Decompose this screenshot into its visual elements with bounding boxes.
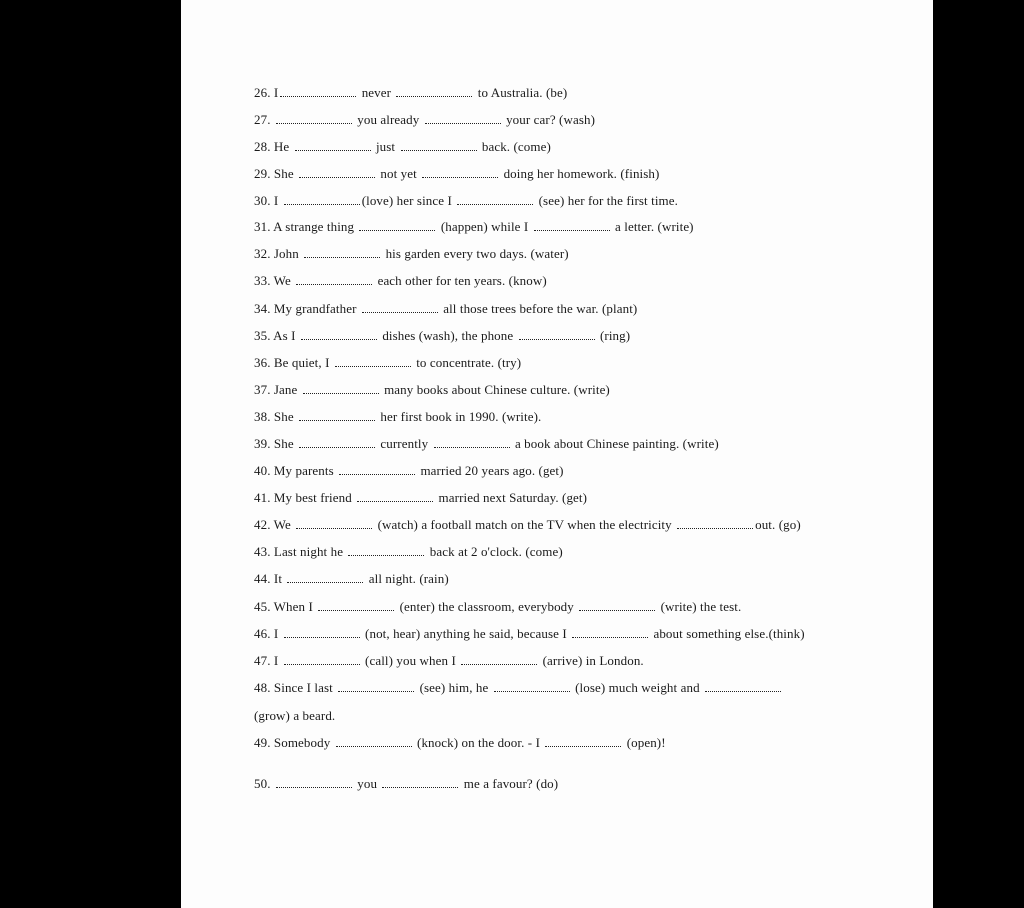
exercise-46: 46. I (not, hear) anything he said, because I about something else.(think) [254,626,805,641]
exercise-31: 31. A strange thing (happen) while I a letter. (write) [254,219,694,234]
exercise-35: 35. As I dishes (wash), the phone (ring) [254,328,631,343]
exercise-34: 34. My grandfather all those trees before the war. (plant) [254,301,638,316]
exercise-36: 36. Be quiet, I to concentrate. (try) [254,355,522,370]
exercise-39: 39. She currently a book about Chinese painting. (write) [254,436,719,451]
exercise-32: 32. John his garden every two days. (water) [254,246,569,261]
exercise-29: 29. She not yet doing her homework. (finish) [254,166,660,181]
exercise-47: 47. I (call) you when I (arrive) in London. [254,653,644,668]
exercise-28: 28. He just back. (come) [254,139,551,154]
exercise-50: 50. you me a favour? (do) [254,776,559,791]
exercise-40: 40. My parents married 20 years ago. (get) [254,463,564,478]
exercise-27: 27. you already your car? (wash) [254,112,596,127]
exercise-44: 44. It all night. (rain) [254,571,449,586]
exercise-45: 45. When I (enter) the classroom, everybody (write) the test. [254,599,742,614]
exercise-42: 42. We (watch) a football match on the TV when the electricity out. (go) [254,517,801,532]
exercise-38: 38. She her first book in 1990. (write). [254,409,542,424]
worksheet-page [181,0,933,908]
exercise-33: 33. We each other for ten years. (know) [254,273,547,288]
exercise-41: 41. My best friend married next Saturday. (get) [254,490,588,505]
exercise-37: 37. Jane many books about Chinese culture. (write) [254,382,610,397]
exercise-30: 30. I (love) her since I (see) her for the first time. [254,193,678,208]
exercise-48: 48. Since I last (see) him, he (lose) much weight and [254,680,923,696]
exercise-48-continued: (grow) a beard. [254,708,336,723]
exercise-43: 43. Last night he back at 2 o'clock. (come) [254,544,563,559]
exercise-26: 26. I never to Australia. (be) [254,85,568,100]
exercise-49: 49. Somebody (knock) on the door. - I (open)! [254,735,666,750]
